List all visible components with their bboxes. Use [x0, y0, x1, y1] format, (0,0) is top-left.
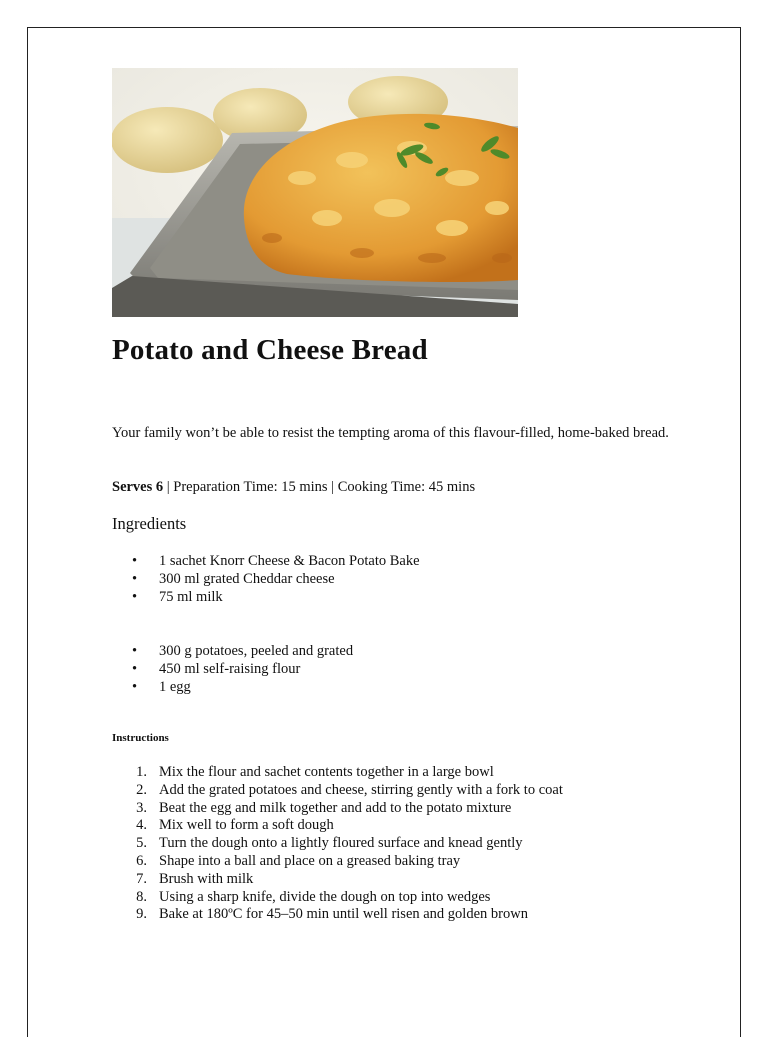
- instructions-heading: Instructions: [112, 732, 169, 744]
- ingredient-item: • 300 ml grated Cheddar cheese: [112, 570, 420, 588]
- step-number: 5.: [136, 835, 147, 852]
- step-text: Shape into a ball and place on a greased baking tray: [159, 852, 461, 869]
- instruction-step: [112, 764, 563, 782]
- step-text: Bake at 180ºC for 45–50 min until well risen and golden brown: [159, 906, 528, 923]
- step-text: Add the grated potatoes and cheese, stirring gently with a fork to coat: [159, 781, 563, 798]
- step-text: Turn the dough onto a lightly floured surface and knead gently: [159, 835, 523, 852]
- ingredients-list-2: [112, 642, 353, 696]
- ingredient-item: • 75 ml milk: [112, 588, 420, 606]
- instruction-step: [112, 817, 563, 835]
- step-text: Beat the egg and milk together and add to the potato mixture: [159, 799, 512, 816]
- step-number: 3.: [136, 799, 147, 816]
- potato-left: [112, 107, 223, 173]
- step-number: 4.: [136, 817, 147, 834]
- ingredient-item: • 300 g potatoes, peeled and grated: [112, 642, 353, 660]
- step-text: Mix the flour and sachet contents together in a large bowl: [159, 764, 494, 780]
- instructions-list: [112, 764, 563, 924]
- ingredients-list-1: [112, 552, 420, 606]
- instruction-step: [112, 853, 563, 871]
- ingredient-item: • 450 ml self-raising flour: [112, 660, 353, 678]
- step-text: Mix well to form a soft dough: [159, 817, 334, 834]
- instruction-step: [112, 835, 563, 853]
- bread-illustration: [112, 68, 518, 317]
- instruction-step: [112, 871, 563, 889]
- step-text: Using a sharp knife, divide the dough on top into wedges: [159, 888, 491, 905]
- step-text: Brush with milk: [159, 870, 254, 887]
- step-number: 8.: [136, 888, 147, 905]
- ingredients-heading: Ingredients: [112, 514, 187, 533]
- ingredient-item: • 1 egg: [112, 678, 353, 696]
- step-number: 6.: [136, 852, 147, 869]
- recipe-title: Potato and Cheese Bread: [112, 334, 428, 366]
- step-number: 9.: [136, 906, 147, 923]
- recipe-intro: Your family won’t be able to resist the tempting aroma of this flavour-filled, home-baked bread.: [112, 425, 669, 441]
- instruction-step: [112, 889, 563, 907]
- step-number: 7.: [136, 870, 147, 887]
- bread-photo: [112, 68, 518, 317]
- step-number: 2.: [136, 781, 147, 798]
- ingredient-item: • 1 sachet Knorr Cheese & Bacon Potato Bake: [112, 552, 420, 570]
- instruction-step: [112, 800, 563, 818]
- serves-label: Serves 6: [112, 479, 164, 495]
- instruction-step: [112, 906, 563, 924]
- instruction-step: [112, 782, 563, 800]
- step-number: 1.: [136, 764, 147, 780]
- recipe-meta: [112, 479, 475, 496]
- recipe-times: | Preparation Time: 15 mins | Cooking Time: 45 mins: [163, 479, 476, 495]
